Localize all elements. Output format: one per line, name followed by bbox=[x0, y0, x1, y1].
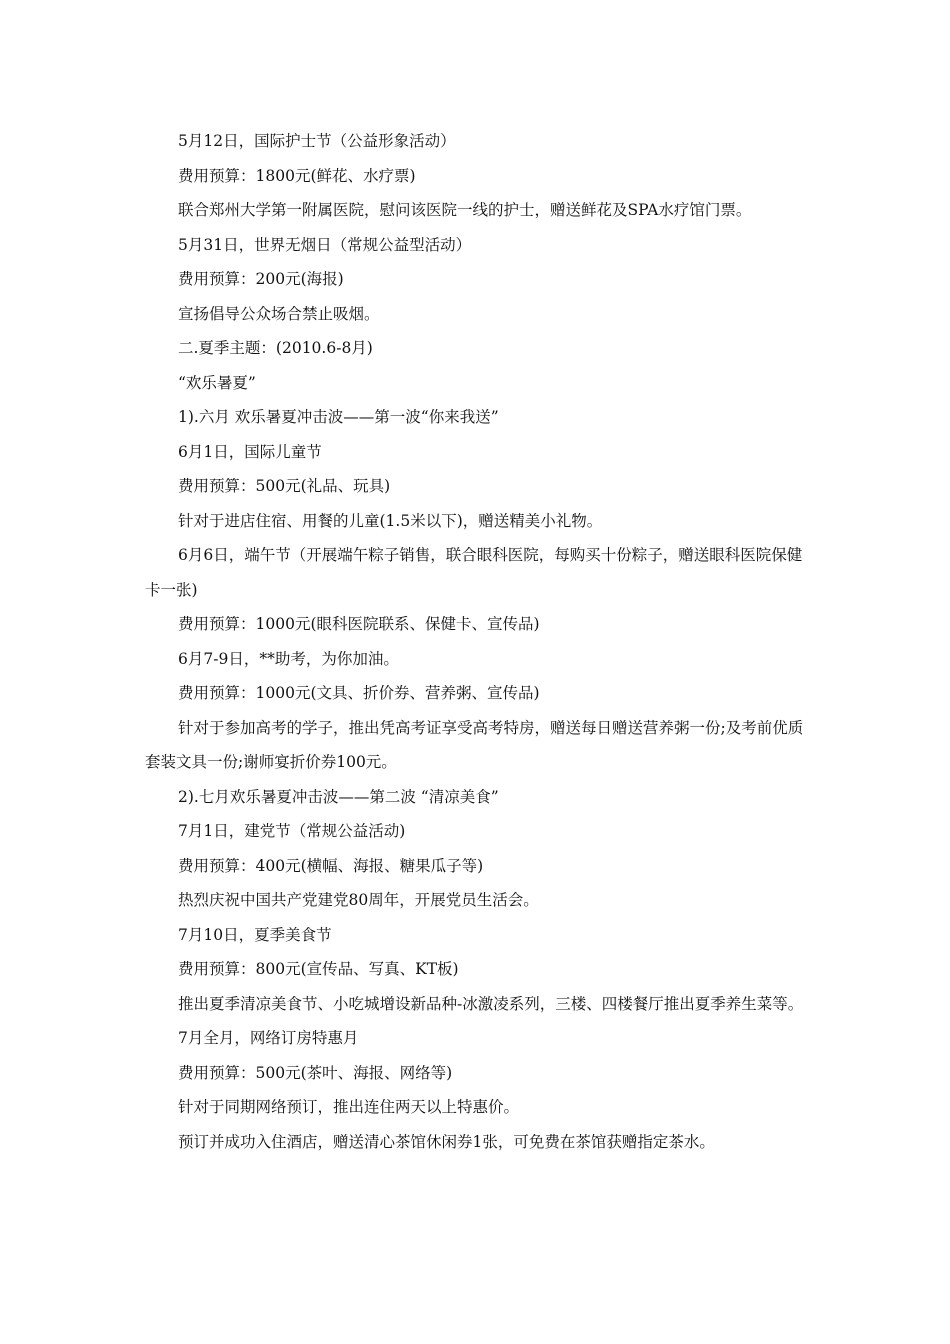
paragraph: 7月1日，建党节（常规公益活动) bbox=[178, 822, 406, 840]
paragraph: 针对于同期网络预订，推出连住两天以上特惠价。 bbox=[178, 1098, 520, 1116]
paragraph: 针对于进店住宿、用餐的儿童(1.5米以下)，赠送精美小礼物。 bbox=[178, 511, 603, 530]
paragraph: 6月7-9日，**助考，为你加油。 bbox=[178, 649, 399, 668]
section-heading: 二.夏季主题：(2010.6-8月) bbox=[178, 339, 373, 357]
subsection-heading: 1).六月 欢乐暑夏冲击波——第一波“你来我送” bbox=[178, 408, 499, 426]
paragraph: 费用预算：200元(海报) bbox=[178, 270, 344, 288]
paragraph: 热烈庆祝中国共产党建党80周年，开展党员生活会。 bbox=[178, 891, 539, 909]
paragraph: 推出夏季清凉美食节、小吃城增设新品种-冰激凌系列，三楼、四楼餐厅推出夏季养生菜等。 bbox=[178, 994, 804, 1013]
paragraph: 费用预算：1000元(文具、折价券、营养粥、宣传品) bbox=[178, 684, 540, 702]
paragraph: 5月12日，国际护士节（公益形象活动） bbox=[178, 132, 456, 150]
paragraph: 6月1日，国际儿童节 bbox=[178, 442, 322, 461]
paragraph: 费用预算：1000元(眼科医院联系、保健卡、宣传品) bbox=[178, 615, 540, 633]
paragraph: 费用预算：400元(横幅、海报、糖果瓜子等) bbox=[178, 856, 484, 875]
paragraph: 费用预算：500元(茶叶、海报、网络等) bbox=[178, 1063, 453, 1082]
subsection-heading: 2).七月欢乐暑夏冲击波——第二波 “清凉美食” bbox=[178, 787, 499, 806]
document-body bbox=[145, 124, 815, 1159]
paragraph: 宣扬倡导公众场合禁止吸烟。 bbox=[178, 304, 380, 323]
paragraph: 6月6日，端午节（开展端午粽子销售，联合眼科医院，每购买十份粽子，赠送眼科医院保健卡一张) bbox=[145, 546, 803, 599]
paragraph: 7月全月，网络订房特惠月 bbox=[178, 1029, 359, 1047]
paragraph: 预订并成功入住酒店，赠送清心茶馆休闲券1张，可免费在茶馆获赠指定茶水。 bbox=[178, 1132, 715, 1151]
paragraph: 联合郑州大学第一附属医院，慰问该医院一线的护士，赠送鲜花及SPA水疗馆门票。 bbox=[178, 201, 752, 219]
paragraph: 针对于参加高考的学子，推出凭高考证享受高考特房，赠送每日赠送营养粥一份;及考前优质套装文具一份;谢师宴折价券100元。 bbox=[145, 718, 804, 771]
paragraph: 5月31日，世界无烟日（常规公益型活动） bbox=[178, 235, 472, 254]
paragraph: 费用预算：1800元(鲜花、水疗票) bbox=[178, 166, 416, 185]
paragraph: 7月10日，夏季美食节 bbox=[178, 925, 332, 944]
paragraph: 费用预算：500元(礼品、玩具) bbox=[178, 477, 391, 495]
section-subtitle: “欢乐暑夏” bbox=[178, 373, 256, 392]
paragraph: 费用预算：800元(宣传品、写真、KT板) bbox=[178, 960, 459, 978]
